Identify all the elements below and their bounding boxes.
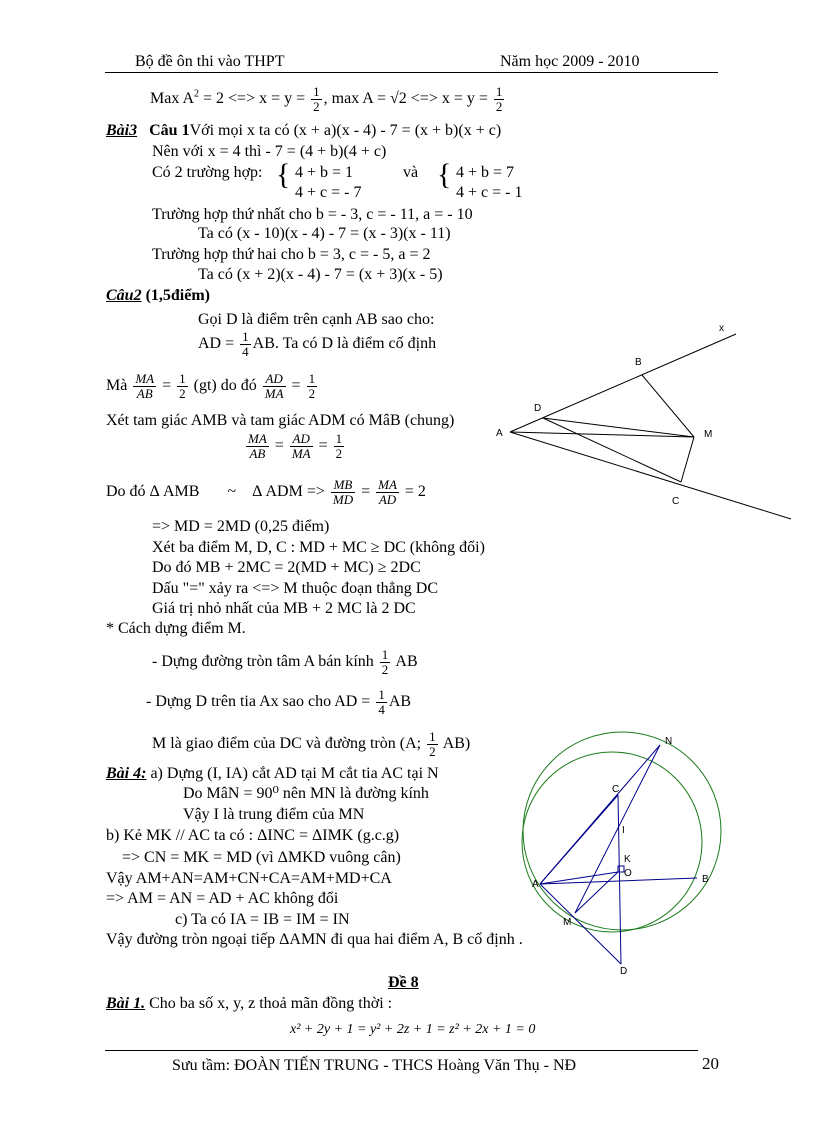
system-1: { bbox=[276, 158, 291, 191]
cau2-line12: - Dựng đường tròn tâm A bán kính $\frac{1}{2}$ AB bbox=[152, 647, 418, 677]
sys2b: 4 + c = - 1 bbox=[456, 184, 523, 201]
sys2a: 4 + b = 7 bbox=[456, 164, 515, 181]
fig2-label-N: N bbox=[665, 736, 673, 747]
fraction: $\frac{1}{2}$ bbox=[495, 84, 503, 114]
header-left: Bộ đề ôn thi vào THPT bbox=[135, 53, 285, 70]
de8-equation: x² + 2y + 1 = y² + 2z + 1 = z² + 2x + 1 = 0 bbox=[290, 1022, 536, 1037]
bai3-line5: Ta có (x - 10)(x - 4) - 7 = (x - 3)(x - 11) bbox=[198, 225, 451, 242]
cau2-line7: Xét ba điểm M, D, C : MD + MC ≥ DC (không đổi) bbox=[152, 539, 485, 556]
cau2-line9: Dấu "=" xảy ra <=> M thuộc đoạn thẳng DC bbox=[152, 580, 438, 597]
fraction: $\frac{1}{2}$ bbox=[313, 84, 320, 114]
cau2-line3: Mà $\frac{MA}{AB}$ = $\frac{1}{2}$ (gt) do đó $\frac{AD}{MA}$ = $\frac{1}{2}$ bbox=[106, 371, 316, 401]
bai4-line7: => AM = AN = AD + AC không đổi bbox=[106, 890, 339, 907]
cau2-line5: Do đó Δ AMB ~ Δ ADM => $\frac{MB}{MD}$ = $\frac{MA}{AD}$ = 2 bbox=[106, 477, 426, 507]
bai4-line3: Vậy I là trung điểm của MN bbox=[183, 806, 365, 823]
cau2-line13: - Dựng D trên tia Ax sao cho AD = $\frac{1}{4}$ AB bbox=[146, 687, 412, 717]
bai3-line6: Trường hợp thứ hai cho b = 3, c = - 5, a = 2 bbox=[152, 246, 431, 263]
bai4-line9: Vậy đường tròn ngoại tiếp ΔAMN đi qua hai điểm A, B cố định . bbox=[106, 931, 523, 948]
bai4-line5: => CN = MK = MD (vì ΔMKD vuông cân) bbox=[122, 849, 401, 866]
va: và bbox=[403, 164, 419, 181]
footer-text: Sưu tầm: ĐOÀN TIẾN TRUNG - THCS Hoàng Văn Thụ - NĐ bbox=[172, 1057, 577, 1074]
header-rule bbox=[105, 72, 718, 73]
fig2-label-D: D bbox=[620, 966, 628, 977]
de8-bai1: Bài 1. Cho ba số x, y, z thoả mãn đồng thời : bbox=[106, 995, 393, 1012]
cau2-line8: Do đó MB + 2MC = 2(MD + MC) ≥ 2DC bbox=[152, 559, 421, 576]
sys1b: 4 + c = - 7 bbox=[295, 184, 362, 201]
fig1-label-A: A bbox=[496, 428, 503, 439]
footer-rule bbox=[105, 1050, 698, 1051]
fig1-label-C: C bbox=[672, 496, 680, 507]
cau2-line2: AD = $\frac{1}{4}$ AB. Ta có D là điểm cố định bbox=[198, 329, 437, 359]
cau2-line1: Gọi D là điểm trên cạnh AB sao cho: bbox=[198, 311, 435, 328]
bai4-line6: Vậy AM+AN=AM+CN+CA=AM+MD+CA bbox=[106, 870, 392, 887]
bai4-line8: c) Ta có IA = IB = IM = IN bbox=[175, 911, 350, 928]
max-line: Max $A^2 = 2$ <=> x = y = $\frac{1}{2}$ , max A = √2 <=> x = y = $\frac{1}{2}$ bbox=[150, 84, 503, 114]
bai4-line4: b) Kẻ MK // AC ta có : ΔINC = ΔIMK (g.c.g) bbox=[106, 827, 400, 844]
bai3-label: Bài3 bbox=[106, 122, 138, 139]
fig1-label-x: x bbox=[719, 323, 724, 334]
de8-title: Đề 8 bbox=[388, 974, 419, 991]
bai3-line3: Có 2 trường hợp: bbox=[152, 164, 263, 181]
fig2-label-B: B bbox=[702, 874, 709, 885]
cau2-line10: Giá trị nhỏ nhất của MB + 2 MC là 2 DC bbox=[152, 600, 416, 617]
cau2-ratio: $\frac{MA}{AB}$ = $\frac{AD}{MA}$ = $\frac{1}{2}$ bbox=[248, 431, 343, 461]
sys1a: 4 + b = 1 bbox=[295, 164, 354, 181]
cau2-line4: Xét tam giác AMB và tam giác ADM có MâB (chung) bbox=[106, 412, 455, 429]
bai3-line7: Ta có (x + 2)(x - 4) - 7 = (x + 3)(x - 5) bbox=[198, 266, 443, 283]
fig2-label-M: M bbox=[563, 917, 572, 928]
fig2-label-O: O bbox=[624, 868, 632, 879]
fig2-circle-small bbox=[522, 752, 702, 932]
cau2-line6: => MD = 2MD (0,25 điểm) bbox=[152, 518, 330, 535]
header-right: Năm học 2009 - 2010 bbox=[500, 53, 640, 70]
bai4-line2: Do MâN = 90⁰ nên MN là đường kính bbox=[183, 785, 429, 802]
cau2-line14: M là giao điểm của DC và đường tròn (A; $\frac{1}{2}$ AB) bbox=[152, 729, 471, 759]
bai3-line2: Nên với x = 4 thì - 7 = (4 + b)(4 + c) bbox=[152, 143, 387, 160]
fig2-label-I: I bbox=[622, 825, 625, 836]
bai3-line4: Trường hợp thứ nhất cho b = - 3, c = - 11, a = - 10 bbox=[152, 206, 473, 223]
bai3-line1: Bài3 Câu 1Với mọi x ta có (x + a)(x - 4) - 7 = (x + b)(x + c) bbox=[106, 122, 502, 139]
system-2: { bbox=[437, 158, 452, 191]
fig1-label-B: B bbox=[635, 357, 642, 368]
cau2-line11: * Cách dựng điểm M. bbox=[106, 620, 246, 637]
cau2-heading: Câu2 (1,5điểm) bbox=[106, 287, 211, 304]
bai4-line1: Bài 4: a) Dựng (I, IA) cắt AD tại M cắt tia AC tại N bbox=[106, 765, 439, 782]
page-number: 20 bbox=[702, 1054, 719, 1073]
fig2-label-K: K bbox=[624, 854, 631, 865]
fig1-label-D: D bbox=[534, 403, 542, 414]
fig2-label-A: A bbox=[532, 879, 539, 890]
fig1-label-M: M bbox=[704, 429, 713, 440]
fig2-label-C: C bbox=[612, 784, 620, 795]
